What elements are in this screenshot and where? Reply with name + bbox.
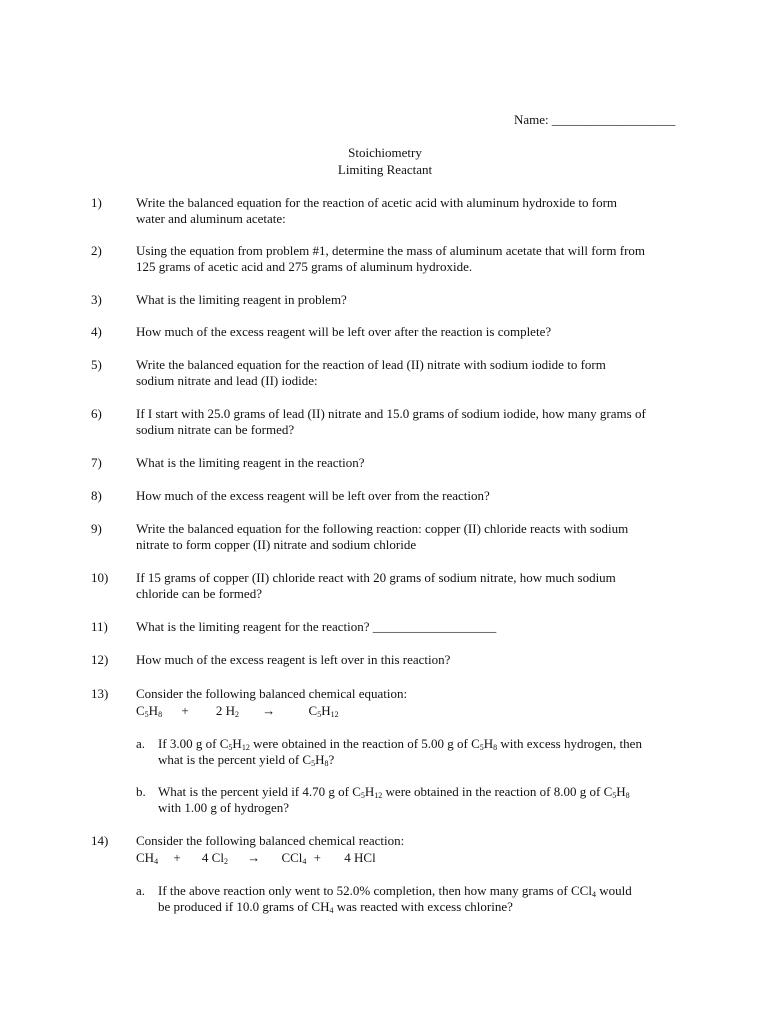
- question-line: Write the balanced equation for the following reaction: copper (II) chloride reacts with sodium: [136, 521, 629, 536]
- sub-question-letter: b.: [136, 784, 146, 799]
- question-number: 4): [91, 324, 102, 339]
- question-number: 9): [91, 521, 102, 536]
- question-number: 8): [91, 488, 102, 503]
- sub-question-text: [158, 883, 688, 915]
- sub-question-letter: a.: [136, 736, 146, 751]
- question-number: 12): [91, 652, 109, 667]
- question-line: sodium nitrate can be formed?: [136, 422, 295, 437]
- question-line: sodium nitrate and lead (II) iodide:: [136, 373, 318, 388]
- question-number: 7): [91, 455, 102, 470]
- question-number: 10): [91, 570, 109, 585]
- question-line: If 15 grams of copper (II) chloride react with 20 grams of sodium nitrate, how much sodium: [136, 570, 616, 585]
- sub-question-text: [158, 736, 688, 768]
- sub-question-letter: a.: [136, 883, 146, 898]
- question-text: [136, 652, 684, 668]
- question-text: [136, 292, 684, 308]
- chemical-equation: $CH_4 + 4$ $Cl_2 \to CCl_4 + 4$ HCl: [136, 850, 376, 866]
- question-line: What is the limiting reagent for the reaction? ___________________: [136, 619, 497, 634]
- sub-question-line: with 1.00 g of hydrogen?: [158, 800, 290, 815]
- question-text: [136, 357, 684, 389]
- question-line: How much of the excess reagent will be left over after the reaction is complete?: [136, 324, 552, 339]
- question-number: 13): [91, 686, 109, 701]
- question-line: What is the limiting reagent in problem?: [136, 292, 347, 307]
- question-number: 1): [91, 195, 102, 210]
- question-text: [136, 195, 684, 227]
- sub-question-text: [158, 784, 688, 816]
- question-line: Write the balanced equation for the reaction of acetic acid with aluminum hydroxide to form: [136, 195, 618, 210]
- page-title: Stoichiometry: [348, 145, 422, 160]
- chemical-equation: $C_5H_8 + 2$ $H_2 \to C_5H_{12}$: [136, 703, 339, 719]
- question-text: [136, 833, 684, 849]
- sub-question-line: What is the percent yield if 4.70 g of $C_5H_{12}$ were obtained in the reaction of 8.00 g of $C_5H_8$: [158, 784, 630, 800]
- question-text: [136, 324, 684, 340]
- question-text: [136, 686, 684, 702]
- question-line: water and aluminum acetate:: [136, 211, 286, 226]
- question-text: [136, 488, 684, 504]
- question-number: 3): [91, 292, 102, 307]
- question-line: If I start with 25.0 grams of lead (II) nitrate and 15.0 grams of sodium iodide, how many grams of: [136, 406, 646, 421]
- question-text: [136, 243, 684, 275]
- sub-question-line: be produced if 10.0 grams of $CH_4$ was reacted with excess chlorine?: [158, 899, 513, 915]
- question-line: How much of the excess reagent is left over in this reaction?: [136, 652, 451, 667]
- question-number: 5): [91, 357, 102, 372]
- question-number: 11): [91, 619, 108, 634]
- question-text: [136, 570, 684, 602]
- sub-question-line: what is the percent yield of $C_5H_8$?: [158, 752, 335, 768]
- question-line: Write the balanced equation for the reaction of lead (II) nitrate with sodium iodide to form: [136, 357, 606, 372]
- question-line: chloride can be formed?: [136, 586, 262, 601]
- question-text: [136, 406, 684, 438]
- sub-question-line: If the above reaction only went to 52.0% completion, then how many grams of CCl$_4$ would: [158, 883, 632, 899]
- question-line: What is the limiting reagent in the reaction?: [136, 455, 365, 470]
- question-number: 14): [91, 833, 109, 848]
- question-line: Consider the following balanced chemical reaction:: [136, 833, 405, 848]
- question-line: 125 grams of acetic acid and 275 grams of aluminum hydroxide.: [136, 259, 473, 274]
- question-line: Using the equation from problem #1, determine the mass of aluminum acetate that will form from: [136, 243, 646, 258]
- question-text: [136, 455, 684, 471]
- question-line: How much of the excess reagent will be left over from the reaction?: [136, 488, 490, 503]
- question-text: [136, 521, 684, 553]
- question-number: 6): [91, 406, 102, 421]
- sub-question-line: If 3.00 g of $C_5H_{12}$ were obtained in the reaction of 5.00 g of $C_5H_8$ with excess hydrogen, then: [158, 736, 642, 752]
- name-field-label: Name: ___________________: [514, 112, 676, 127]
- question-line: nitrate to form copper (II) nitrate and sodium chloride: [136, 537, 417, 552]
- question-text: [136, 619, 684, 635]
- page-subtitle: Limiting Reactant: [337, 162, 433, 177]
- question-number: 2): [91, 243, 102, 258]
- question-line: Consider the following balanced chemical equation:: [136, 686, 408, 701]
